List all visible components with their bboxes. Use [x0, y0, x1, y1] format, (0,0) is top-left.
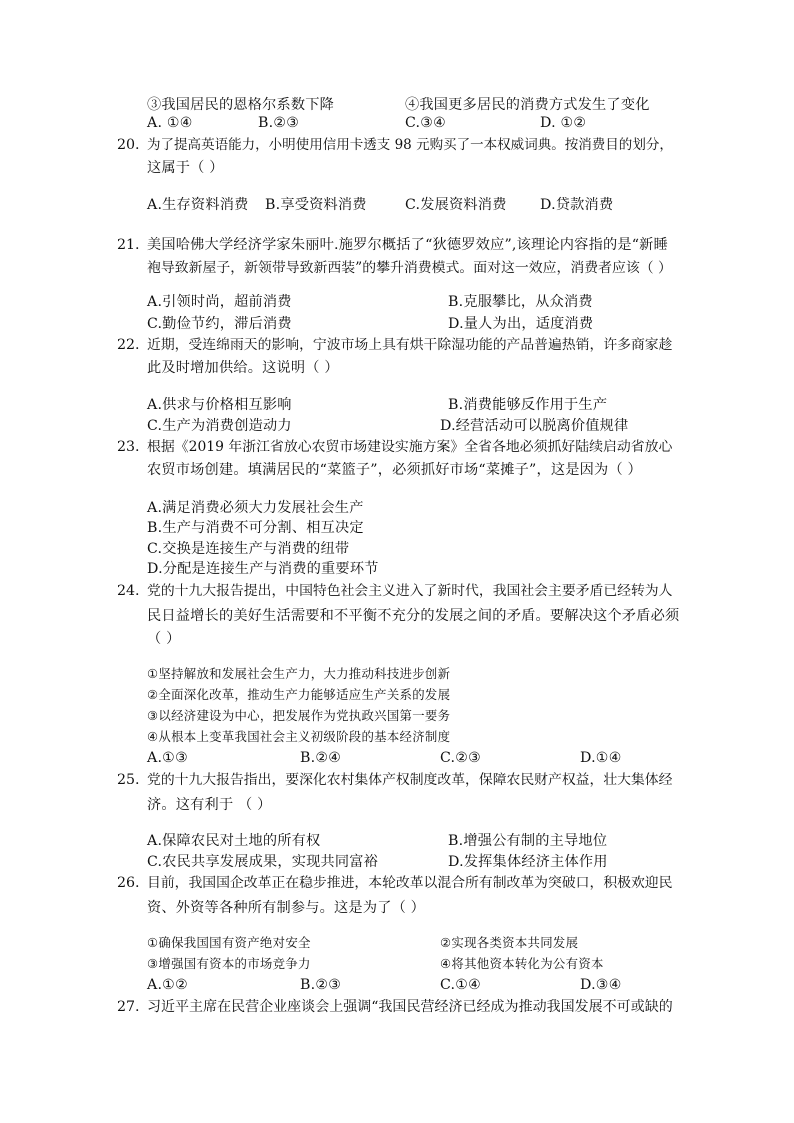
q24-statement-2: ②全面深化改革，推动生产力能够适应生产关系的发展 — [147, 687, 451, 702]
q21-option-a: A.引领时尚，超前消费 — [147, 294, 292, 310]
q22-option-c: C.生产为消费创造动力 — [147, 418, 292, 434]
q23-option-c: C.交换是连接生产与消费的纽带 — [147, 541, 350, 557]
q26-statement-1: ①确保我国国有资产绝对安全 — [147, 935, 311, 950]
q27-stem-line-1: 习近平主席在民营企业座谈会上强调“我国民营经济已经成为推动我国发展不可或缺的 — [147, 999, 673, 1015]
q19-option-b: B.②③ — [258, 115, 300, 131]
q24-stem-line-3: （ ） — [147, 631, 181, 647]
q21-option-c: C.勤俭节约，滞后消费 — [147, 316, 292, 332]
q25-option-d: D.发挥集体经济主体作用 — [448, 854, 608, 870]
q24-option-a: A.①③ — [147, 750, 188, 766]
q20-option-a: A.生存资料消费 — [147, 197, 249, 213]
q19-option-a: A. ①④ — [147, 115, 193, 131]
q24-stem-line-1: 党的十九大报告提出，中国特色社会主义进入了新时代，我国社会主要矛盾已经转为人 — [147, 583, 673, 599]
q20-option-b: B.享受资料消费 — [265, 197, 367, 213]
q24-option-b: B.②④ — [300, 750, 342, 766]
q19-statement-4: ④我国更多居民的消费方式发生了变化 — [405, 97, 650, 113]
q20-option-c: C.发展资料消费 — [405, 197, 507, 213]
q25-stem-line-1: 党的十九大报告指出，要深化农村集体产权制度改革，保障农民财产权益，壮大集体经 — [147, 772, 673, 788]
q19-option-d: D. ①② — [540, 115, 587, 131]
q27-number: 27. — [117, 999, 140, 1015]
q21-stem-line-1: 美国哈佛大学经济学家朱丽叶.施罗尔概括了“狄德罗效应”,该理论内容指的是“新睡 — [147, 237, 668, 253]
q21-option-d: D.量人为出，适度消费 — [448, 316, 594, 332]
q24-stem-line-2: 民日益增长的美好生活需要和不平衡不充分的发展之间的矛盾。要解决这个矛盾必须 — [147, 608, 680, 624]
q25-option-b: B.增强公有制的主导地位 — [448, 833, 608, 849]
q26-number: 26. — [117, 875, 140, 891]
q22-number: 22. — [117, 337, 140, 353]
q26-statement-4: ④将其他资本转化为公有资本 — [440, 956, 604, 971]
q19-option-c: C.③④ — [405, 115, 447, 131]
q23-option-a: A.满足消费必须大力发展社会生产 — [147, 500, 364, 516]
q24-statement-4: ④从根本上变革我国社会主义初级阶段的基本经济制度 — [147, 729, 451, 744]
q24-number: 24. — [117, 583, 140, 599]
q24-statement-3: ③以经济建设为中心，把发展作为党执政兴国第一要务 — [147, 708, 451, 723]
q24-option-c: C.②③ — [440, 750, 482, 766]
q26-option-c: C.①④ — [440, 977, 482, 993]
q24-statement-1: ①坚持解放和发展社会生产力，大力推动科技进步创新 — [147, 666, 451, 681]
q26-stem-line-1: 目前，我国国企改革正在稳步推进，本轮改革以混合所有制改革为突破口，积极欢迎民 — [147, 875, 673, 891]
q20-number: 20. — [117, 137, 140, 153]
q26-statement-3: ③增强国有资本的市场竞争力 — [147, 956, 311, 971]
q25-option-a: A.保障农民对土地的所有权 — [147, 833, 321, 849]
q20-option-d: D.贷款消费 — [540, 197, 614, 213]
q23-option-d: D.分配是连接生产与消费的重要环节 — [147, 561, 379, 577]
q26-statement-2: ②实现各类资本共同发展 — [440, 935, 579, 950]
q21-stem-line-2: 袍导致新屋子，新领带导致新西装”的攀升消费模式。面对这一效应，消费者应该（ ） — [147, 260, 672, 276]
q22-stem-line-1: 近期，受连绵雨天的影响，宁波市场上具有烘干除湿功能的产品普遍热销，许多商家趁 — [147, 337, 673, 353]
q21-number: 21. — [117, 237, 140, 253]
q26-stem-line-2: 资、外资等各种所有制参与。这是为了（ ） — [147, 900, 426, 916]
q23-stem-line-1: 根据《2019 年浙江省放心农贸市场建设实施方案》全省各地必须抓好陆续启动省放心 — [147, 439, 673, 455]
q22-stem-line-2: 此及时增加供给。这说明（ ） — [147, 360, 339, 376]
q26-option-b: B.②③ — [300, 977, 342, 993]
q24-option-d: D.①④ — [580, 750, 622, 766]
q22-option-d: D.经营活动可以脱离价值规律 — [440, 418, 629, 434]
q25-option-c: C.农民共享发展成果，实现共同富裕 — [147, 854, 379, 870]
q23-number: 23. — [117, 439, 140, 455]
q20-stem-line-1: 为了提高英语能力，小明使用信用卡透支 98 元购买了一本权威词典。按消费目的划分， — [147, 137, 673, 153]
q22-option-b: B.消费能够反作用于生产 — [448, 397, 608, 413]
q23-stem-line-2: 农贸市场创建。填满居民的“菜篮子”，必须抓好市场“菜摊子”，这是因为（ ） — [147, 462, 642, 478]
q23-option-b: B.生产与消费不可分割、相互决定 — [147, 520, 364, 536]
q22-option-a: A.供求与价格相互影响 — [147, 397, 292, 413]
q19-statement-3: ③我国居民的恩格尔系数下降 — [147, 97, 335, 113]
q26-option-d: D.③④ — [580, 977, 622, 993]
q25-number: 25. — [117, 772, 140, 788]
q20-stem-line-2: 这属于（ ） — [147, 160, 224, 176]
q21-option-b: B.克服攀比，从众消费 — [448, 294, 593, 310]
q25-stem-line-2: 济。这有利于 （ ） — [147, 797, 272, 813]
q26-option-a: A.①② — [147, 977, 188, 993]
